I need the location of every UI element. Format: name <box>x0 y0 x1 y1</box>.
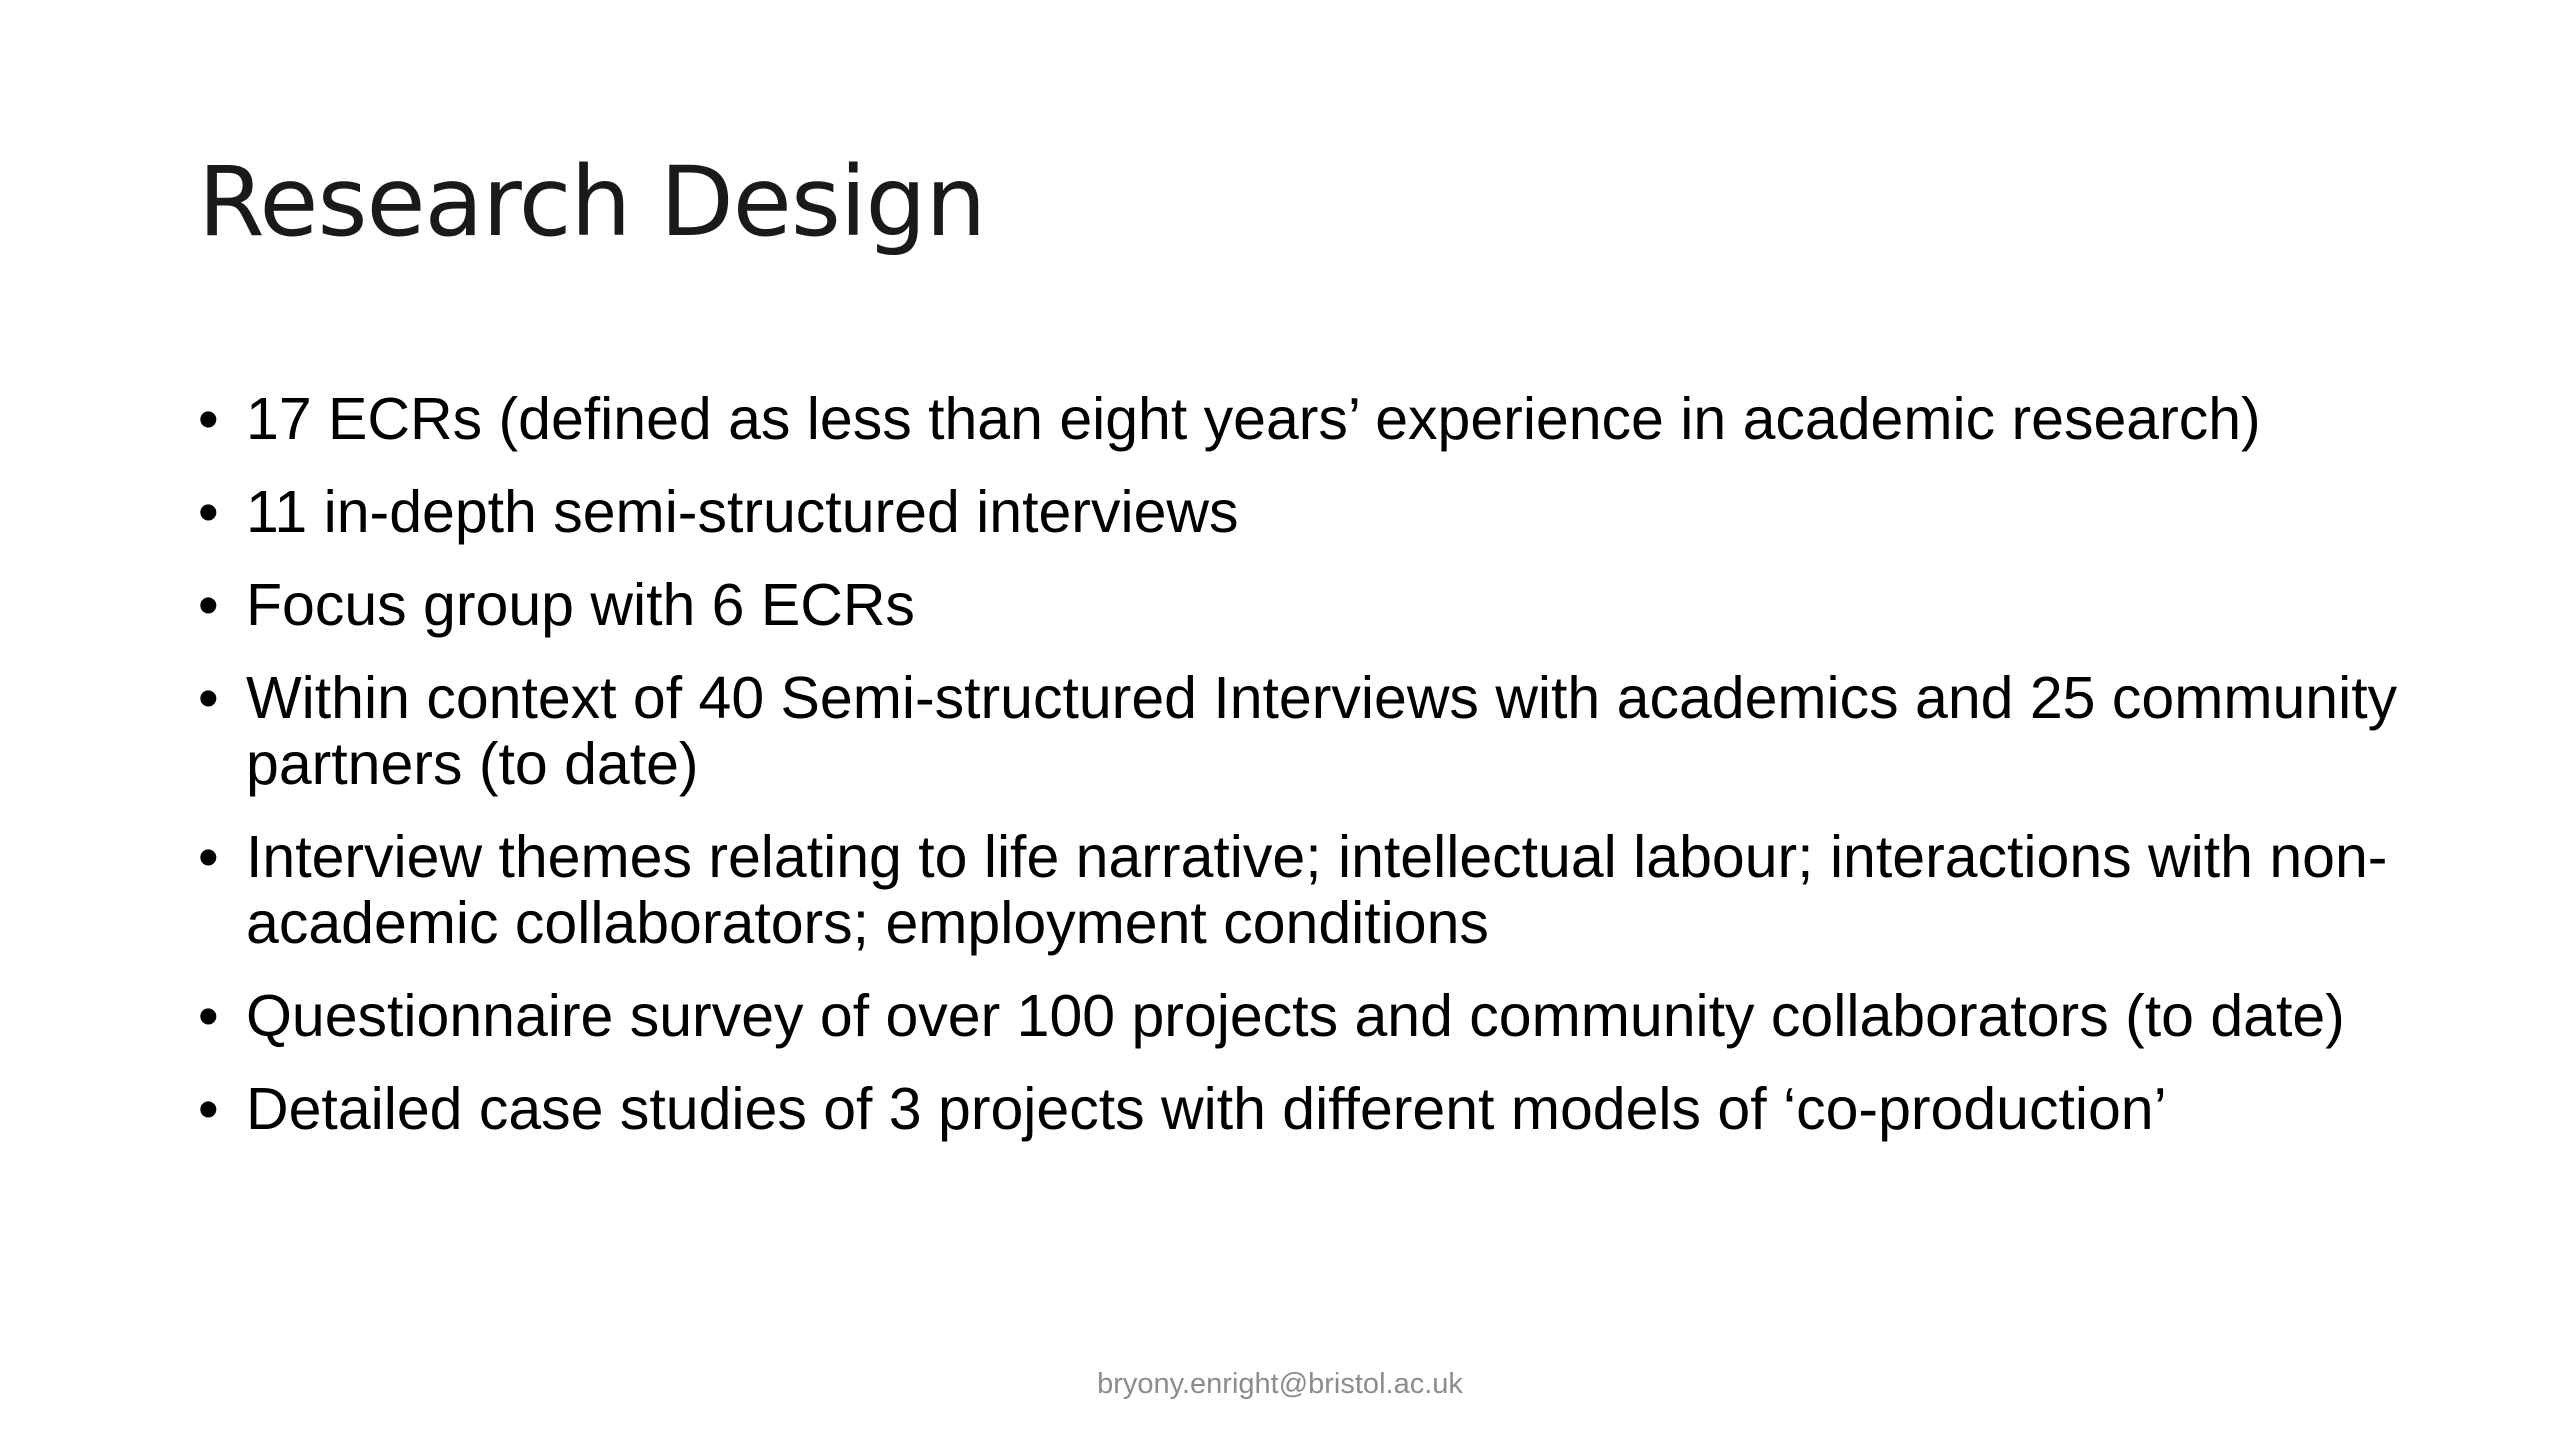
bullet-text: 11 in-depth semi-structured interviews <box>246 479 1239 545</box>
bullet-marker: • <box>198 665 219 731</box>
bullet-item <box>198 983 2418 1049</box>
bullet-item <box>198 665 2418 797</box>
bullet-item <box>198 1076 2418 1142</box>
bullet-item <box>198 824 2418 956</box>
bullet-item <box>198 572 2418 638</box>
bullet-marker: • <box>198 824 219 890</box>
footer-email: bryony.enright@bristol.ac.uk <box>1097 1368 1463 1400</box>
bullet-marker: • <box>198 1076 219 1142</box>
slide-title: Research Design <box>198 146 986 258</box>
bullet-item <box>198 479 2418 545</box>
bullet-text: Questionnaire survey of over 100 projects and community collaborators (to date) <box>246 983 2345 1049</box>
bullet-marker: • <box>198 572 219 638</box>
bullet-text: Focus group with 6 ECRs <box>246 572 915 638</box>
bullet-text: Within context of 40 Semi-structured Interviews with academics and 25 community partners (to date) <box>246 665 2398 797</box>
bullet-marker: • <box>198 479 219 545</box>
bullet-text: Interview themes relating to life narrative; intellectual labour; interactions with non-academic collaborators; employment conditions <box>246 824 2388 956</box>
bullet-list <box>198 386 2418 1169</box>
bullet-marker: • <box>198 983 219 1049</box>
bullet-marker: • <box>198 386 219 452</box>
bullet-text: Detailed case studies of 3 projects with different models of ‘co-production’ <box>246 1076 2167 1142</box>
bullet-text: 17 ECRs (defined as less than eight years’ experience in academic research) <box>246 386 2261 452</box>
bullet-item <box>198 386 2418 452</box>
